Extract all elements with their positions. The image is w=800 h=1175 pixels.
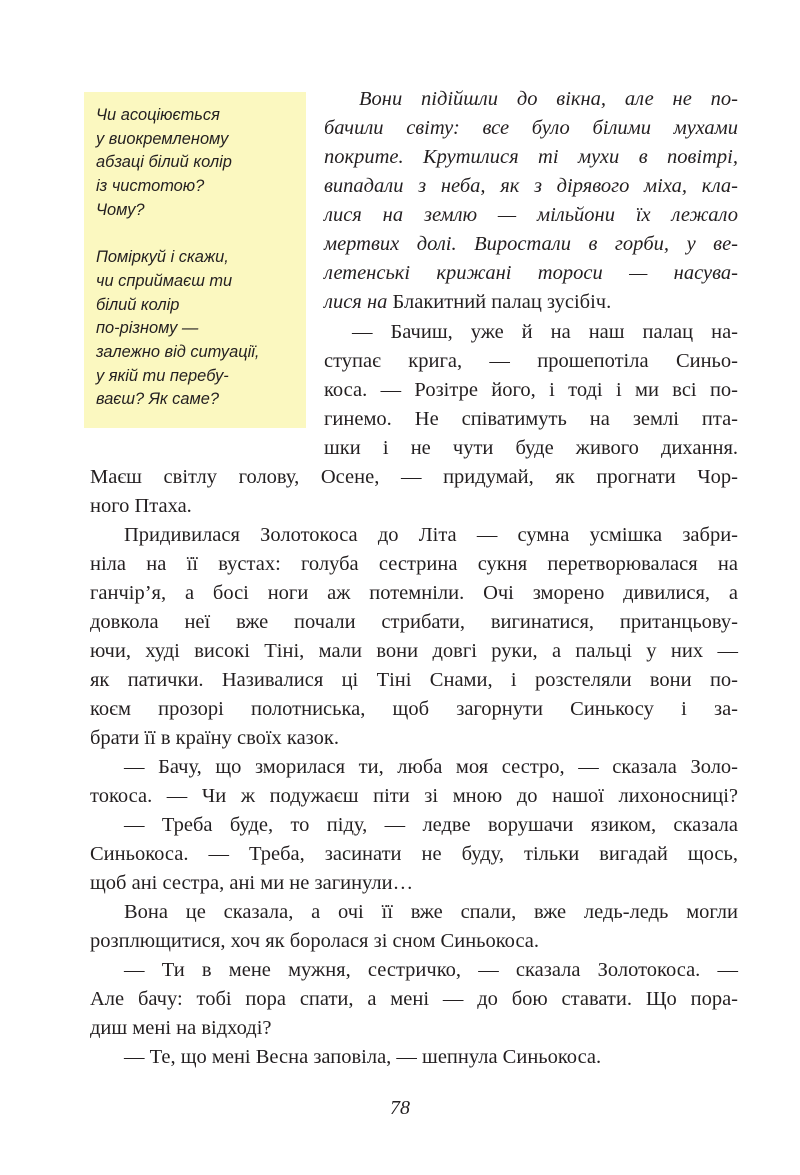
text-line: мертвих долі. Виростали в горби, у ве-	[324, 233, 738, 255]
sidebar-question-1-line: Чи асоціюється	[96, 106, 220, 124]
text-line: — Бачиш, уже й на наш палац на-	[352, 321, 738, 343]
text-line: коса. — Розітре його, і тоді і ми всі по-	[324, 379, 738, 401]
text-line: лися на землю — мільйони їх лежало	[324, 204, 738, 226]
sidebar-question-2-line: Поміркуй і скажи,	[96, 248, 229, 267]
text-line: ного Птаха.	[90, 495, 192, 517]
text-line: — Треба буде, то піду, — ледве ворушачи язиком, сказала	[124, 814, 738, 836]
text-line: як патички. Називалися ці Тіні Снами, і розстеляли вони по-	[90, 669, 738, 691]
text-line: Вона це сказала, а очі її вже спали, вже ледь-ледь могли	[124, 901, 738, 923]
page-number: 78	[390, 1097, 410, 1119]
text-line: летенські крижані тороси — насува-	[324, 262, 738, 284]
text-line: — Ти в мене мужня, сестричко, — сказала Золотокоса. —	[124, 959, 738, 981]
text-italic-fragment: лися на	[324, 291, 388, 313]
text-line: шки і не чути буде живого дихання.	[324, 437, 738, 459]
text-line: розплющитися, хоч як боролася зі сном Синьокоса.	[90, 930, 540, 952]
text-line: Синьокоса. — Треба, засинати не буду, тільки вигадай щось,	[90, 843, 738, 865]
text-line: Придивилася Золотокоса до Літа — сумна усмішка забри-	[124, 524, 738, 546]
sidebar-question-2-line: чи сприймаєш ти	[96, 271, 233, 290]
text-line: випадали з неба, як з дірявого міха, кла-	[324, 175, 738, 197]
sidebar-question-2-line: у якій ти перебу-	[96, 366, 229, 385]
text-line: Маєш світлу голову, Осене, — придумай, як прогнати Чор-	[90, 466, 738, 488]
text-line: довкола неї вже почали стрибати, вигинатися, пританцьову-	[90, 611, 738, 633]
text-line: Але бачу: тобі пора спати, а мені — до бою ставати. Що пора-	[90, 988, 738, 1010]
text-line: бачили світу: все було білими мухами	[324, 117, 738, 139]
text-line: Вони підійшли до вікна, але не по-	[359, 88, 738, 110]
text-line: гинемо. Не співатимуть на землі пта-	[324, 408, 738, 430]
sidebar-question-1-line: у виокремленому	[96, 129, 229, 148]
text-line: ступає крига, — прошепотіла Синьо-	[324, 350, 738, 372]
sidebar-question-1-line: із чистотою?	[96, 177, 205, 196]
text-line: ганчір’я, а босі ноги аж потемніли. Очі зморено дивилися, а	[90, 582, 738, 604]
text-line: ніла на її вустах: голуба сестрина сукня перетворювалася на	[90, 553, 738, 575]
text-line: коєм прозорі полотниська, щоб загорнути Синькосу і за-	[90, 698, 738, 720]
sidebar-question-1-line: абзаці білий колір	[96, 153, 232, 172]
text-line: токоса. — Чи ж подужаєш піти зі мною до нашої лихоносниці?	[90, 785, 738, 807]
sidebar-question-2-line: білий колір	[96, 295, 180, 314]
sidebar-question-1-line: Чому?	[96, 200, 145, 219]
sidebar-question-2-line: залежно від ситуації,	[96, 343, 260, 362]
sidebar-question-2-line: ваєш? Як саме?	[96, 390, 219, 409]
text-line-mixed	[324, 289, 738, 315]
text-line: диш мені на відході?	[90, 1017, 272, 1039]
text-line: щоб ані сестра, ані ми не загинули…	[90, 872, 414, 894]
text-line: — Бачу, що зморилася ти, люба моя сестро, — сказала Золо-	[124, 756, 738, 778]
text-line: ючи, худі високі Тіні, мали вони довгі руки, а пальці у них —	[90, 640, 738, 662]
text-line: — Те, що мені Весна заповіла, — шепнула Синьокоса.	[124, 1046, 602, 1068]
text-regular-fragment: Блакитний палац зусібіч.	[392, 291, 612, 313]
text-line: брати її в країну своїх казок.	[90, 727, 339, 749]
text-line: покрите. Крутилися ті мухи в повітрі,	[324, 146, 738, 168]
sidebar-question-2-line: по-різному —	[96, 319, 199, 338]
question-sidebar	[84, 92, 306, 428]
